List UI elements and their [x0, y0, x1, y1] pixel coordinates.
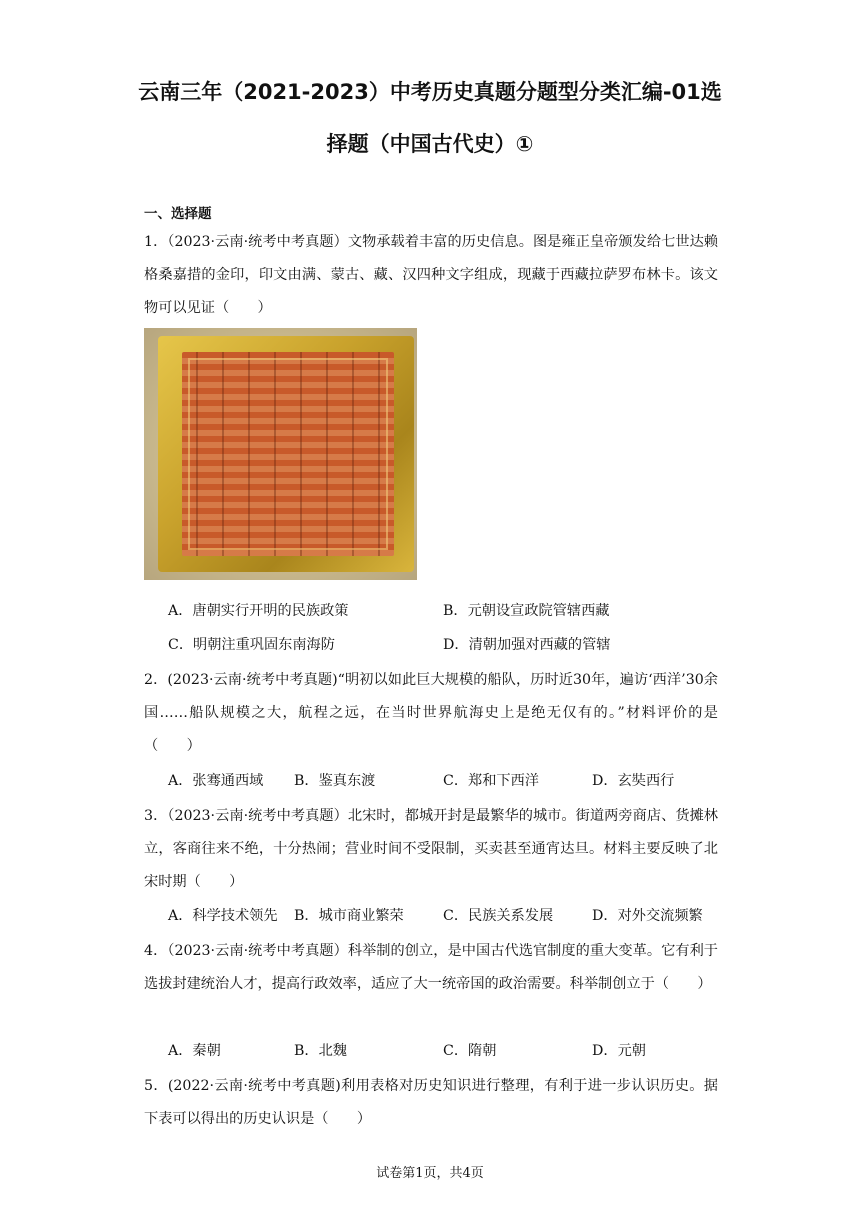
question-4-option-b[interactable]: B．北魏: [294, 1043, 347, 1059]
question-3-option-b[interactable]: B．城市商业繁荣: [294, 908, 404, 924]
question-2-options: [168, 769, 728, 793]
question-4-option-d[interactable]: D．元朝: [592, 1043, 646, 1059]
title-line-1: 云南三年（2021-2023）中考历史真题分题型分类汇编-01选: [138, 80, 722, 104]
question-3-option-a[interactable]: A．科学技术领先: [168, 908, 278, 924]
question-1-option-b[interactable]: B．元朝设宣政院管辖西藏: [443, 603, 610, 619]
question-3-option-c[interactable]: C．民族关系发展: [443, 908, 554, 924]
seal-inscription-face: [182, 352, 394, 556]
question-1-options-row-1: [168, 599, 728, 623]
question-2-option-a[interactable]: A．张骞通西域: [168, 773, 264, 789]
golden-seal-image: [144, 328, 417, 580]
question-4-option-c[interactable]: C．隋朝: [443, 1043, 497, 1059]
question-1-option-d[interactable]: D．清朝加强对西藏的管辖: [443, 637, 611, 653]
question-3-option-d[interactable]: D．对外交流频繁: [592, 908, 703, 924]
question-2-text: 2．(2023·云南·统考中考真题)“明初以如此巨大规模的船队，历时近30年，遍访‘西洋’30余国……船队规模之大，航程之远，在当时世界航海史上是绝无仅有的。”材料评价的是（ ）: [144, 672, 718, 754]
question-5-text: 5．(2022·云南·统考中考真题)利用表格对历史知识进行整理，有利于进一步认识历史。据下表可以得出的历史认识是（ ）: [144, 1078, 718, 1127]
question-2-option-c[interactable]: C．郑和下西洋: [443, 773, 539, 789]
question-2-option-d[interactable]: D．玄奘西行: [592, 773, 675, 789]
title-line-2: 择题（中国古代史）①: [326, 132, 534, 156]
question-4-text: 4．（2023·云南·统考中考真题）科举制的创立，是中国古代选官制度的重大变革。它有利于选拔封建统治人才，提高行政效率，适应了大一统帝国的政治需要。科举制创立于（ ）: [144, 943, 718, 992]
page-footer: 试卷第1页，共4页: [376, 1166, 484, 1181]
question-1-option-c[interactable]: C．明朝注重巩固东南海防: [168, 637, 335, 653]
question-4-options: [168, 1039, 728, 1063]
question-1-option-a[interactable]: A．唐朝实行开明的民族政策: [168, 603, 349, 619]
question-3-text: 3．（2023·云南·统考中考真题）北宋时，都城开封是最繁华的城市。街道两旁商店、货摊林立，客商往来不绝，十分热闹；营业时间不受限制，买卖甚至通宵达旦。材料主要反映了北宋时期（ ）: [144, 808, 718, 890]
question-1-options-row-2: [168, 633, 728, 657]
question-2-option-b[interactable]: B．鉴真东渡: [294, 773, 376, 789]
question-3-options: [168, 904, 728, 928]
section-heading: 一、选择题: [144, 206, 212, 222]
document-title: [100, 66, 760, 170]
question-1-text: 1．（2023·云南·统考中考真题）文物承载着丰富的历史信息。图是雍正皇帝颁发给七世达赖格桑嘉措的金印，印文由满、蒙古、藏、汉四种文字组成，现藏于西藏拉萨罗布林卡。该文物可以见证（ ）: [144, 234, 718, 316]
question-4-option-a[interactable]: A．秦朝: [168, 1043, 221, 1059]
